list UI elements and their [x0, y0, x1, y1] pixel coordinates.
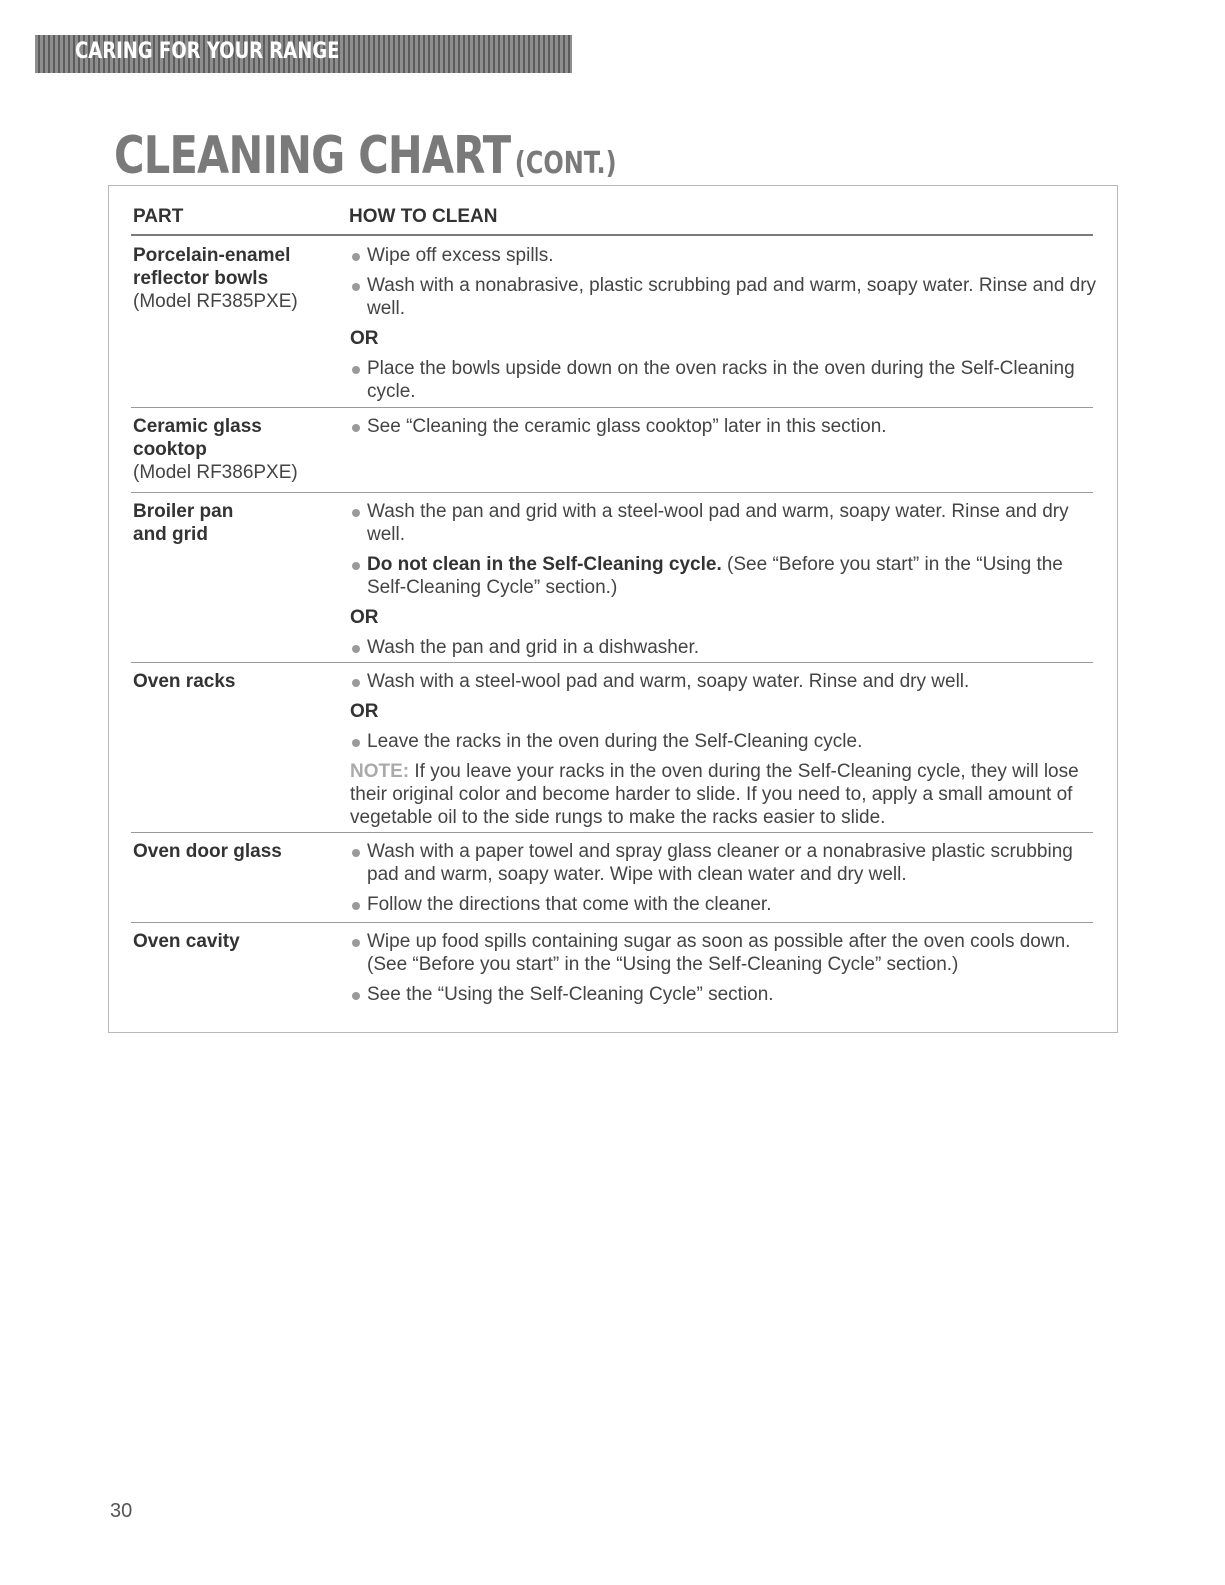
- part-cell: [133, 500, 333, 546]
- part-name: Broiler pan and grid: [133, 501, 234, 545]
- part-cell: [133, 244, 333, 313]
- note: [350, 760, 1100, 829]
- row-divider: [131, 832, 1093, 833]
- row-divider: [131, 922, 1093, 923]
- part-name: Oven cavity: [133, 931, 240, 952]
- column-header-part: PART: [133, 206, 184, 227]
- how-to-clean-cell: [350, 840, 1100, 923]
- part-cell: [133, 670, 333, 693]
- header-divider: [131, 234, 1093, 236]
- page-number: 30: [110, 1500, 133, 1522]
- how-to-clean-cell: [350, 670, 1100, 836]
- part-cell: [133, 415, 333, 484]
- part-cell: [133, 840, 333, 863]
- bullet-icon: [352, 645, 360, 653]
- how-to-clean-cell: [350, 244, 1100, 410]
- part-cell: [133, 930, 333, 953]
- bullet-icon: [352, 939, 360, 947]
- part-name: Ceramic glass cooktop: [133, 416, 262, 460]
- row-divider: [131, 662, 1093, 663]
- bullet-icon: [352, 562, 360, 570]
- section-title: CARING FOR YOUR RANGE: [75, 39, 340, 64]
- part-model: (Model RF385PXE): [133, 291, 298, 312]
- bullet-icon: [352, 992, 360, 1000]
- how-to-clean-cell: [350, 415, 1100, 445]
- part-name: Porcelain-enamel reflector bowls: [133, 245, 291, 289]
- list-item: Follow the directions that come with the cleaner.: [350, 893, 1100, 916]
- list-item: Wash the pan and grid in a dishwasher.: [350, 636, 1100, 659]
- or-separator: OR: [350, 328, 379, 349]
- note-text: If you leave your racks in the oven during the Self-Cleaning cycle, they will lose their original color and become harder to slide. If you need to, apply a small amount of vegetable oil to the side rungs to make the racks easier to slide.: [350, 761, 1079, 828]
- part-model: (Model RF386PXE): [133, 462, 298, 483]
- bullet-icon: [352, 679, 360, 687]
- list-item: Place the bowls upside down on the oven racks in the oven during the Self-Cleaning cycle.: [350, 357, 1100, 403]
- list-item: Wash with a nonabrasive, plastic scrubbing pad and warm, soapy water. Rinse and dry well.: [350, 274, 1100, 320]
- bullet-icon: [352, 849, 360, 857]
- how-to-clean-cell: [350, 500, 1100, 666]
- row-divider: [131, 492, 1093, 493]
- how-to-clean-cell: [350, 930, 1100, 1013]
- list-item: Leave the racks in the oven during the Self-Cleaning cycle.: [350, 730, 1100, 753]
- part-name: Oven racks: [133, 671, 236, 692]
- row-divider: [131, 407, 1093, 408]
- part-name: Oven door glass: [133, 841, 282, 862]
- bullet-icon: [352, 283, 360, 291]
- bullet-icon: [352, 739, 360, 747]
- bullet-icon: [352, 424, 360, 432]
- page-title-suffix: (CONT.): [514, 146, 617, 181]
- section-banner: [35, 35, 572, 73]
- warning-text: Do not clean in the Self-Cleaning cycle.: [367, 554, 722, 575]
- list-item: Wipe up food spills containing sugar as soon as possible after the oven cools down. (See “Before you start” in the “Using the Self-Cleaning Cycle” section.): [350, 930, 1100, 976]
- list-item: Wash with a paper towel and spray glass cleaner or a nonabrasive plastic scrubbing pad and warm, soapy water. Wipe with clean water and dry well.: [350, 840, 1100, 886]
- note-label: NOTE:: [350, 761, 410, 782]
- bullet-icon: [352, 509, 360, 517]
- list-item: Wipe off excess spills.: [350, 244, 1100, 267]
- list-item: Wash with a steel-wool pad and warm, soapy water. Rinse and dry well.: [350, 670, 1100, 693]
- column-header-how-to-clean: HOW TO CLEAN: [349, 206, 498, 227]
- bullet-icon: [352, 253, 360, 261]
- list-item: Do not clean in the Self-Cleaning cycle. (See “Before you start” in the “Using the Self-Cleaning Cycle” section.): [350, 553, 1100, 599]
- list-item: See “Cleaning the ceramic glass cooktop” later in this section.: [350, 415, 1100, 438]
- bullet-icon: [352, 366, 360, 374]
- list-item: Wash the pan and grid with a steel-wool pad and warm, soapy water. Rinse and dry well.: [350, 500, 1100, 546]
- or-separator: OR: [350, 701, 379, 722]
- page-title-main: CLEANING CHART: [114, 126, 511, 186]
- bullet-icon: [352, 902, 360, 910]
- page-title: [114, 126, 617, 186]
- list-item: See the “Using the Self-Cleaning Cycle” section.: [350, 983, 1100, 1006]
- or-separator: OR: [350, 607, 379, 628]
